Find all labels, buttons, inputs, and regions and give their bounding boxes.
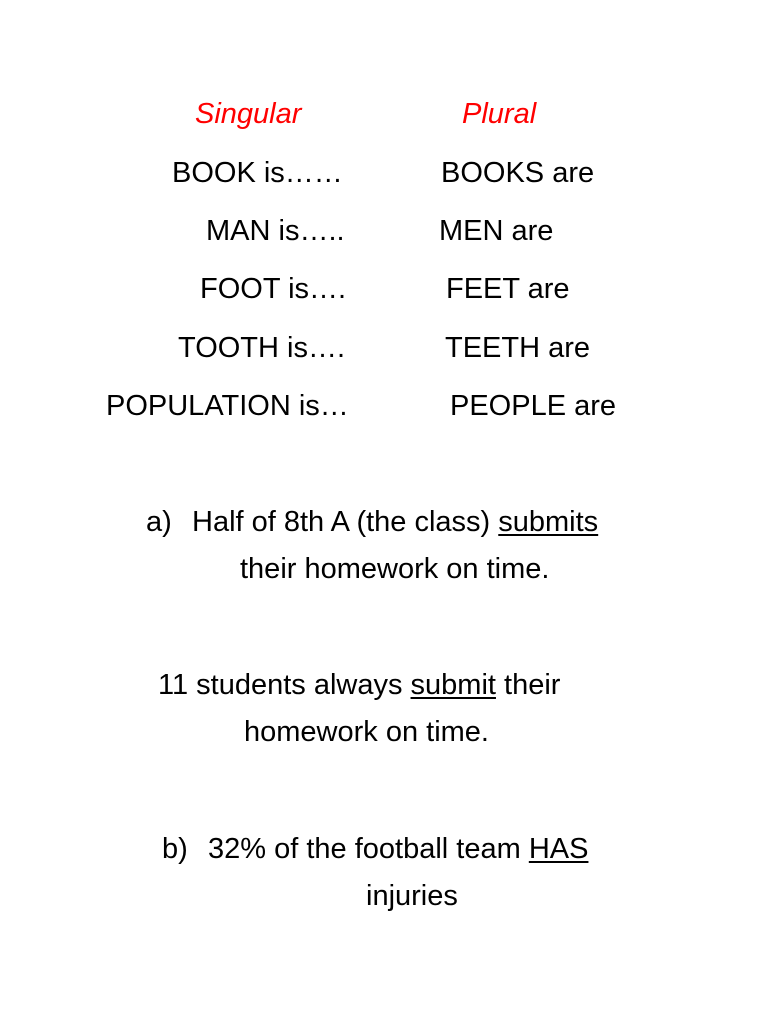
list-marker-a: a) — [146, 506, 172, 538]
students-line1 — [158, 668, 560, 702]
example-a-text: Half of 8th A (the class) — [192, 506, 499, 538]
plural-word: TEETH are — [445, 332, 591, 364]
plural-heading: Plural — [462, 98, 537, 130]
plural-word: PEOPLE are — [450, 390, 617, 422]
singular-word: POPULATION is… — [106, 390, 349, 422]
example-b-verb: HAS — [528, 833, 589, 865]
singular-word: FOOT is…. — [200, 273, 347, 305]
plural-word: MEN are — [439, 215, 554, 247]
example-a-verb: submits — [498, 506, 599, 538]
list-marker-b: b) — [162, 833, 188, 865]
example-b-line1 — [208, 832, 588, 866]
students-text-after: their — [495, 669, 561, 701]
singular-word: TOOTH is…. — [178, 332, 346, 364]
students-text: 11 students always — [158, 669, 411, 701]
example-a-line1 — [192, 505, 598, 539]
example-b-text: 32% of the football team — [208, 833, 529, 865]
singular-word: BOOK is…… — [172, 157, 343, 189]
singular-heading: Singular — [195, 98, 302, 130]
example-a-line2: their homework on time. — [240, 553, 550, 585]
students-line2: homework on time. — [244, 716, 489, 748]
plural-word: FEET are — [446, 273, 570, 305]
example-b-line2: injuries — [366, 880, 458, 912]
students-verb: submit — [410, 669, 496, 701]
singular-word: MAN is….. — [206, 215, 345, 247]
plural-word: BOOKS are — [441, 157, 595, 189]
